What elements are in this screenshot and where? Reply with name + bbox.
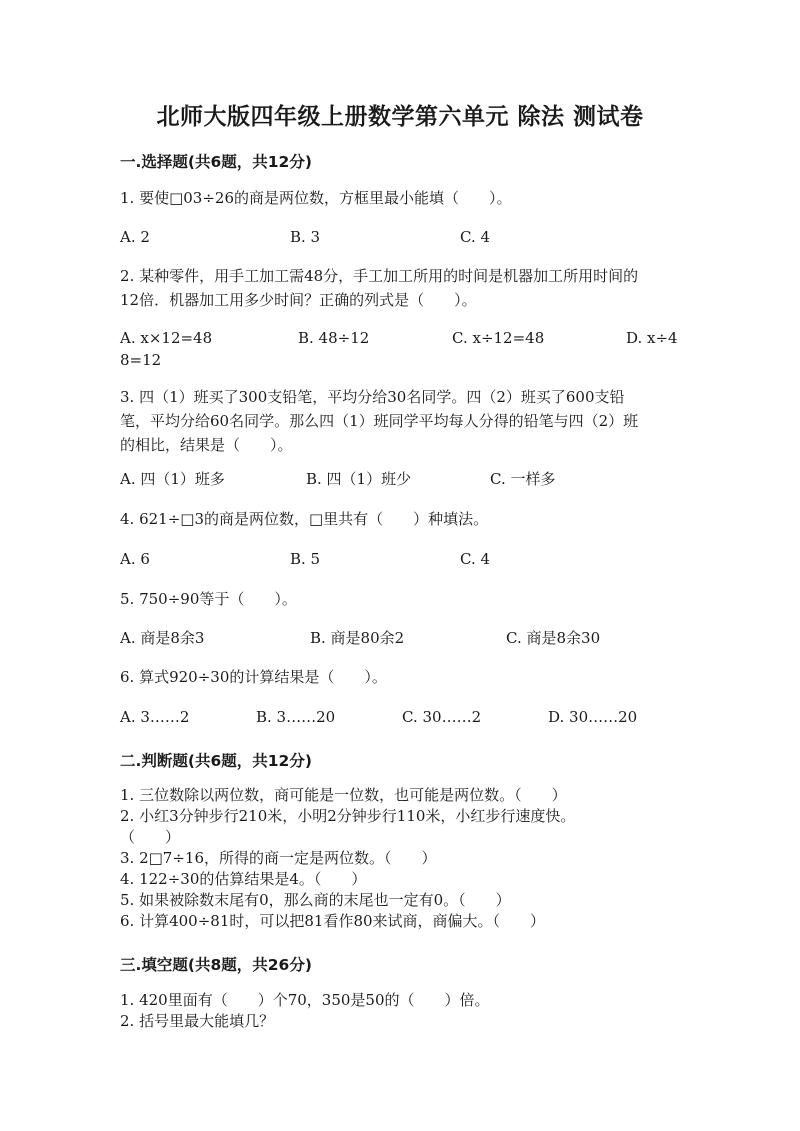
true-false-item: 2. 小红3分钟步行210米，小明2分钟步行110米，小红步行速度快。 xyxy=(120,807,576,825)
question-6 xyxy=(120,665,680,689)
question-1 xyxy=(120,186,680,210)
page-title: 北师大版四年级上册数学第六单元 除法 测试卷 xyxy=(156,103,644,130)
option-d-continued: 8=12 xyxy=(120,351,162,369)
option-c: C. 4 xyxy=(460,228,491,246)
question-text: 5. 750÷90等于（ ）。 xyxy=(120,590,297,608)
question-4-options xyxy=(120,547,680,571)
true-false-item: 4. 122÷30的估算结果是4。（ ） xyxy=(120,870,367,888)
true-false-item: 6. 计算400÷81时，可以把81看作80来试商，商偏大。（ ） xyxy=(120,912,546,930)
true-false-item: 1. 三位数除以两位数，商可能是一位数，也可能是两位数。（ ） xyxy=(120,786,567,804)
question-4 xyxy=(120,507,680,531)
option-a: A. 四（1）班多 xyxy=(120,470,225,488)
section-3 xyxy=(120,953,680,975)
option-c: C. 30……2 xyxy=(402,708,482,726)
option-a: A. 3……2 xyxy=(120,708,190,726)
question-5-options xyxy=(120,626,680,650)
question-5 xyxy=(120,587,680,611)
option-c: C. 4 xyxy=(460,550,491,568)
section-2 xyxy=(120,749,680,771)
question-text: 1. 要使□03÷26的商是两位数，方框里最小能填（ ）。 xyxy=(120,189,512,207)
question-text-line: 的相比，结果是（ ）。 xyxy=(120,436,293,454)
question-text-line: 笔，平均分给60名同学。那么四（1）班同学平均每人分得的铅笔与四（2）班 xyxy=(120,412,639,430)
true-false-item: （ ） xyxy=(120,828,181,846)
option-b: B. 商是80余2 xyxy=(310,629,405,647)
question-2-option-wrap xyxy=(120,348,680,372)
option-d: D. 30……20 xyxy=(548,708,638,726)
option-a: A. 商是8余3 xyxy=(120,629,205,647)
option-b: B. 48÷12 xyxy=(298,329,370,347)
option-c: C. 商是8余30 xyxy=(506,629,601,647)
question-text-line: 3. 四（1）班买了300支铅笔，平均分给30名同学。四（2）班买了600支铅 xyxy=(120,388,625,406)
option-b: B. 5 xyxy=(290,550,321,568)
question-1-options xyxy=(120,225,680,249)
question-text-line: 12倍．机器加工用多少时间？正确的列式是（ ）。 xyxy=(120,291,477,309)
option-c: C. x÷12=48 xyxy=(452,329,545,347)
section-heading: 二.判断题(共6题，共12分) xyxy=(120,752,312,770)
option-b: B. 四（1）班少 xyxy=(306,470,412,488)
option-a: A. 6 xyxy=(120,550,150,568)
fill-blank-item: 2. 括号里最大能填几？ xyxy=(120,1012,275,1030)
section-heading: 三.填空题(共8题，共26分) xyxy=(120,956,312,974)
option-a: A. x×12=48 xyxy=(120,329,213,347)
section-1 xyxy=(120,150,680,172)
question-text-line: 2. 某种零件，用手工加工需48分，手工加工所用的时间是机器加工所用时间的 xyxy=(120,267,639,285)
option-b: B. 3……20 xyxy=(256,708,336,726)
true-false-item: 5. 如果被除数末尾有0，那么商的末尾也一定有0。（ ） xyxy=(120,891,511,909)
question-text: 6. 算式920÷30的计算结果是（ ）。 xyxy=(120,668,387,686)
question-text: 4. 621÷□3的商是两位数，□里共有（ ）种填法。 xyxy=(120,510,489,528)
question-6-options xyxy=(120,705,680,729)
question-3-options xyxy=(120,467,680,491)
option-a: A. 2 xyxy=(120,228,150,246)
true-false-list xyxy=(120,785,680,932)
fill-blank-list xyxy=(120,990,680,1032)
question-3 xyxy=(120,385,680,457)
section-heading: 一.选择题(共6题，共12分) xyxy=(120,153,312,171)
question-2-options xyxy=(120,326,680,350)
option-c: C. 一样多 xyxy=(490,470,556,488)
true-false-item: 3. 2□7÷16，所得的商一定是两位数。（ ） xyxy=(120,849,437,867)
fill-blank-item: 1. 420里面有（ ）个70，350是50的（ ）倍。 xyxy=(120,991,490,1009)
option-b: B. 3 xyxy=(290,228,321,246)
option-d: D. x÷4 xyxy=(626,329,678,347)
question-2 xyxy=(120,264,680,312)
